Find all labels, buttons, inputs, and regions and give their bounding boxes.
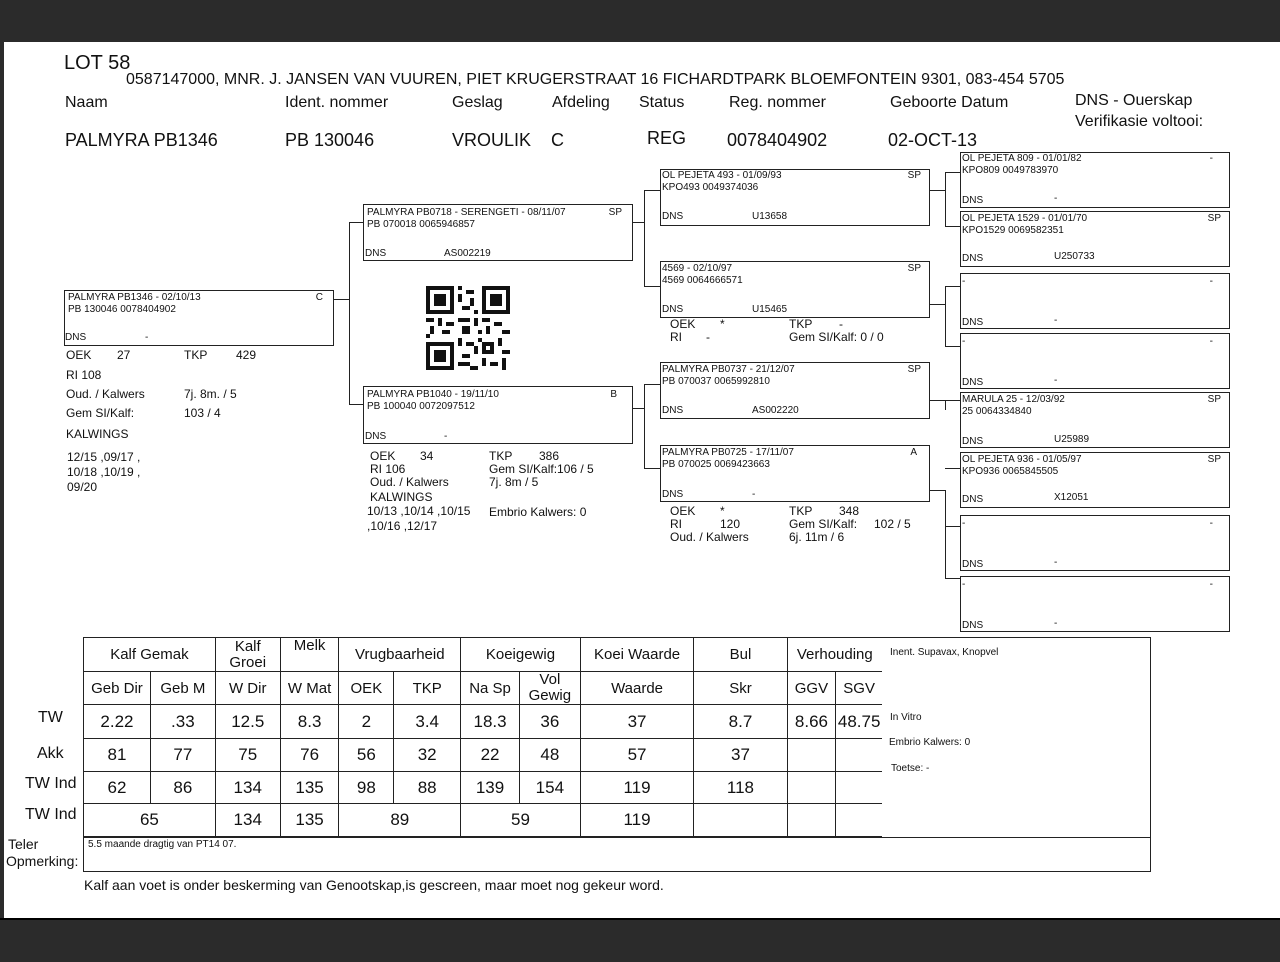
- gp3-dns: DNS: [662, 405, 684, 416]
- ggp4-code: -: [1209, 336, 1213, 347]
- col-ggv: GGV: [787, 672, 836, 705]
- cell: [787, 804, 836, 837]
- subject-ri: RI 108: [66, 368, 102, 382]
- gp1-dns-value: U13658: [752, 211, 788, 222]
- cell: 2: [339, 705, 394, 739]
- subject-oek-label: OEK: [66, 348, 92, 362]
- ggp2-title: OL PEJETA 1529 - 01/01/70: [962, 213, 1088, 224]
- group-melk: Melk: [280, 638, 339, 672]
- ggp5-dns-value: U25989: [1054, 434, 1090, 445]
- ggp2-ids: KPO1529 0069582351: [962, 225, 1064, 236]
- header-ident: Ident. nommer: [285, 94, 389, 111]
- ggp7-dns: DNS: [962, 559, 984, 570]
- subject-gem-label: Gem SI/Kalf:: [66, 406, 135, 420]
- cell: 22: [461, 739, 520, 772]
- subject-kalwing-2: 10/18 ,10/19 ,: [67, 465, 141, 479]
- gp1-dns: DNS: [662, 211, 684, 222]
- row-label-tw-ind-2: TW Ind: [25, 806, 77, 823]
- dam-oud-label: Oud. / Kalwers: [370, 475, 449, 489]
- ggp5-title: MARULA 25 - 12/03/92: [962, 394, 1065, 405]
- table-row-tw-ind: [84, 772, 883, 804]
- cell: 119: [580, 804, 694, 837]
- cell: 48.75: [836, 705, 883, 739]
- cell: 36: [519, 705, 580, 739]
- cell: 3.4: [394, 705, 461, 739]
- table-row-akk: [84, 739, 883, 772]
- great-grandparent-box-1: [960, 152, 1230, 208]
- header-status: Status: [639, 94, 685, 111]
- group-kalf-gemak: Kalf Gemak: [84, 638, 216, 672]
- col-geb-dir: Geb Dir: [84, 672, 151, 705]
- header-geslag: Geslag: [452, 94, 503, 111]
- col-waarde: Waarde: [580, 672, 694, 705]
- header-verifikasie: Verifikasie voltooi:: [1075, 113, 1204, 130]
- cell: 76: [280, 739, 339, 772]
- cell: [836, 772, 883, 804]
- gp4-oud: 6j. 11m / 6: [789, 530, 845, 544]
- gp4-ids: PB 070025 0069423663: [662, 459, 770, 470]
- gp1-title: OL PEJETA 493 - 01/09/93: [662, 170, 782, 181]
- animal-geboorte: 02-OCT-13: [888, 130, 978, 150]
- dam-oek: 34: [420, 449, 434, 463]
- subject-kalwing-3: 09/20: [67, 480, 98, 494]
- gp4-dns: DNS: [662, 489, 684, 500]
- lot-number: LOT 58: [64, 52, 131, 74]
- group-koeigewig: Koeigewig: [461, 638, 581, 672]
- ggp7-title: -: [962, 518, 966, 529]
- breeding-values-table: [83, 637, 883, 837]
- row-label-tw: TW: [38, 709, 63, 726]
- cell: 77: [150, 739, 215, 772]
- cell: 134: [215, 804, 280, 837]
- grandparent-box-1: [660, 169, 930, 226]
- sire-dns-value: AS002219: [444, 248, 491, 259]
- gp4-oek-label: OEK: [670, 504, 696, 518]
- cell: 8.3: [280, 705, 339, 739]
- cell: [836, 804, 883, 837]
- gp4-tkp: 348: [839, 504, 860, 518]
- ggp4-dns-value: -: [1054, 375, 1058, 386]
- dam-kalwing-1: 10/13 ,10/14 ,10/15: [367, 504, 471, 518]
- dam-title: PALMYRA PB1040 - 19/11/10: [367, 389, 499, 400]
- dam-tkp-label: TKP: [489, 449, 513, 463]
- cell: 48: [519, 739, 580, 772]
- animal-naam: PALMYRA PB1346: [65, 130, 218, 150]
- cell: 12.5: [215, 705, 280, 739]
- cell: 134: [215, 772, 280, 804]
- ggp8-dns: DNS: [962, 620, 984, 631]
- qr-code-icon: [424, 286, 512, 370]
- ggp6-code: SP: [1207, 454, 1221, 465]
- subject-dns: DNS: [65, 332, 87, 343]
- cell: 139: [461, 772, 520, 804]
- gp2-code: SP: [907, 263, 921, 274]
- cell: 59: [461, 804, 581, 837]
- ggp3-title: -: [962, 276, 966, 287]
- subject-code: C: [315, 292, 323, 303]
- cell: 98: [339, 772, 394, 804]
- grandparent-box-2: [660, 261, 930, 318]
- gp4-code: A: [910, 447, 917, 458]
- header-reg: Reg. nommer: [729, 94, 826, 111]
- ggp8-dns-value: -: [1054, 618, 1058, 629]
- subject-tkp: 429: [236, 348, 257, 362]
- cell: 88: [394, 772, 461, 804]
- cell: 65: [84, 804, 216, 837]
- gp4-ri-label: RI: [670, 517, 682, 531]
- sire-box: [363, 204, 633, 261]
- group-kalf-groei: Kalf Groei: [215, 638, 280, 672]
- dam-box: [363, 386, 633, 444]
- ggp1-ids: KPO809 0049783970: [962, 165, 1059, 176]
- dam-code: B: [610, 389, 617, 400]
- cell: 154: [519, 772, 580, 804]
- ggp1-dns: DNS: [962, 195, 984, 206]
- dam-kalwing-2: ,10/16 ,12/17: [367, 519, 438, 533]
- side-inent: Inent. Supavax, Knopvel: [890, 647, 999, 658]
- cell: 8.7: [694, 705, 787, 739]
- footer-note: Kalf aan voet is onder beskerming van Genootskap,is gescreen, maar moet nog gekeur word.: [84, 877, 664, 893]
- col-skr: Skr: [694, 672, 787, 705]
- grandparent-box-4: [660, 445, 930, 502]
- cell: 81: [84, 739, 151, 772]
- sire-dns: DNS: [365, 248, 387, 259]
- cell: 57: [580, 739, 694, 772]
- animal-afdeling: C: [551, 130, 564, 150]
- ggp3-dns: DNS: [962, 317, 984, 328]
- great-grandparent-box-6: [960, 452, 1230, 508]
- gp2-ri-label: RI: [670, 330, 682, 344]
- subject-tkp-label: TKP: [184, 348, 208, 362]
- ggp7-dns-value: -: [1054, 557, 1058, 568]
- col-geb-m: Geb M: [150, 672, 215, 705]
- animal-geslag: VROULIK: [452, 130, 532, 150]
- dam-dns-value: -: [444, 431, 448, 442]
- great-grandparent-box-3: [960, 273, 1230, 329]
- col-w-dir: W Dir: [215, 672, 280, 705]
- ggp5-code: SP: [1207, 394, 1221, 405]
- col-na-sp: Na Sp: [461, 672, 520, 705]
- cell: 2.22: [84, 705, 151, 739]
- cell: 18.3: [461, 705, 520, 739]
- gp2-oek: *: [720, 317, 725, 331]
- subject-kalwings: KALWINGS: [66, 427, 129, 441]
- ggp6-title: OL PEJETA 936 - 01/05/97: [962, 454, 1082, 465]
- ggp1-dns-value: -: [1054, 193, 1058, 204]
- gp4-oud-label: Oud. / Kalwers: [670, 530, 749, 544]
- ggp8-code: -: [1209, 579, 1213, 590]
- dam-oek-label: OEK: [370, 449, 396, 463]
- cell: 135: [280, 772, 339, 804]
- gp4-oek: *: [720, 504, 725, 518]
- group-verhouding: Verhouding: [787, 638, 882, 672]
- animal-reg: 0078404902: [727, 130, 828, 150]
- header-dns: DNS - Ouerskap: [1075, 92, 1193, 109]
- gp2-oek-label: OEK: [670, 317, 696, 331]
- side-toetse: Toetse: -: [891, 763, 930, 774]
- group-vrugbaarheid: Vrugbaarheid: [339, 638, 461, 672]
- subject-gem: 103 / 4: [184, 406, 221, 420]
- sire-title: PALMYRA PB0718 - SERENGETI - 08/11/07: [367, 207, 566, 218]
- cell: .33: [150, 705, 215, 739]
- great-grandparent-box-8: [960, 576, 1230, 632]
- gp3-dns-value: AS002220: [752, 405, 799, 416]
- subject-oud: 7j. 8m. / 5: [184, 387, 237, 401]
- side-in-vitro: In Vitro: [890, 712, 922, 723]
- gp4-ri: 120: [720, 517, 741, 531]
- table-row-tw: [84, 705, 883, 739]
- cell: 86: [150, 772, 215, 804]
- cell: [787, 739, 836, 772]
- header-geboorte: Geboorte Datum: [890, 94, 1009, 111]
- subject-box: [64, 290, 334, 346]
- ggp1-code: -: [1209, 153, 1213, 164]
- dam-kalwings: KALWINGS: [370, 490, 433, 504]
- cell: 75: [215, 739, 280, 772]
- dam-embrio: Embrio Kalwers: 0: [489, 505, 587, 519]
- row-label-tw-ind: TW Ind: [25, 775, 77, 792]
- col-oek: OEK: [339, 672, 394, 705]
- col-tkp: TKP: [394, 672, 461, 705]
- subject-dns-value: -: [145, 332, 149, 343]
- gp4-dns-value: -: [752, 489, 756, 500]
- dam-tkp: 386: [539, 449, 560, 463]
- gp2-ids: 4569 0064666571: [662, 275, 743, 286]
- teler-label: Teler: [8, 836, 39, 852]
- dam-ids: PB 100040 0072097512: [367, 401, 475, 412]
- dam-oud: 7j. 8m / 5: [489, 475, 539, 489]
- grandparent-box-3: [660, 362, 930, 419]
- ggp4-dns: DNS: [962, 377, 984, 388]
- cell: 32: [394, 739, 461, 772]
- gp2-tkp-label: TKP: [789, 317, 813, 331]
- sire-code: SP: [608, 207, 622, 218]
- gp2-tkp: -: [839, 317, 843, 331]
- cell: [787, 772, 836, 804]
- gp3-ids: PB 070037 0065992810: [662, 376, 770, 387]
- row-label-akk: Akk: [37, 745, 64, 762]
- animal-status: REG: [647, 128, 687, 148]
- ggp7-code: -: [1209, 518, 1213, 529]
- side-embrio: Embrio Kalwers: 0: [889, 737, 971, 748]
- great-grandparent-box-7: [960, 515, 1230, 571]
- document-page: [4, 42, 1280, 918]
- gp2-dns: DNS: [662, 304, 684, 315]
- col-sgv: SGV: [836, 672, 883, 705]
- dam-ri: RI 106: [370, 462, 406, 476]
- dam-gem: Gem SI/Kalf:106 / 5: [489, 462, 594, 476]
- ggp8-title: -: [962, 579, 966, 590]
- ggp3-code: -: [1209, 276, 1213, 287]
- cell: 135: [280, 804, 339, 837]
- cell: 37: [694, 739, 787, 772]
- cell: 119: [580, 772, 694, 804]
- subject-kalwing-1: 12/15 ,09/17 ,: [67, 450, 141, 464]
- remark-text: 5.5 maande dragtig van PT14 07.: [88, 839, 237, 850]
- cell: [694, 804, 787, 837]
- ggp3-dns-value: -: [1054, 315, 1058, 326]
- ggp1-title: OL PEJETA 809 - 01/01/82: [962, 153, 1082, 164]
- ggp2-dns: DNS: [962, 253, 984, 264]
- cell: 118: [694, 772, 787, 804]
- ggp5-dns: DNS: [962, 436, 984, 447]
- dam-dns: DNS: [365, 431, 387, 442]
- ggp4-title: -: [962, 336, 966, 347]
- gp1-ids: KPO493 0049374036: [662, 182, 759, 193]
- animal-ident: PB 130046: [285, 130, 375, 150]
- cell: 37: [580, 705, 694, 739]
- ggp6-ids: KPO936 0065845505: [962, 466, 1059, 477]
- cell: [836, 739, 883, 772]
- gp2-dns-value: U15465: [752, 304, 788, 315]
- ggp2-dns-value: U250733: [1054, 251, 1095, 262]
- subject-title: PALMYRA PB1346 - 02/10/13: [68, 292, 201, 303]
- owner-line: 0587147000, MNR. J. JANSEN VAN VUUREN, PIET KRUGERSTRAAT 16 FICHARDTPARK BLOEMFONTEIN 9301, 083-454 5705: [126, 71, 1065, 88]
- table-row-tw-ind-combined: [84, 804, 883, 837]
- opmerking-label: Opmerking:: [6, 853, 79, 869]
- viewer-top-bar: [0, 0, 1280, 42]
- cell: 89: [339, 804, 461, 837]
- ggp6-dns-value: X12051: [1054, 492, 1089, 503]
- gp4-gem-label: Gem SI/Kalf:: [789, 517, 858, 531]
- subject-oek: 27: [117, 348, 131, 362]
- subject-ids: PB 130046 0078404902: [68, 304, 176, 315]
- cell: 8.66: [787, 705, 836, 739]
- side-info-box: [882, 637, 1151, 838]
- gp2-gem: Gem SI/Kalf: 0 / 0: [789, 330, 884, 344]
- gp4-gem: 102 / 5: [874, 517, 911, 531]
- col-vol-gewig: Vol Gewig: [519, 672, 580, 705]
- group-bul: Bul: [694, 638, 787, 672]
- gp3-title: PALMYRA PB0737 - 21/12/07: [662, 364, 795, 375]
- header-naam: Naam: [65, 94, 108, 111]
- great-grandparent-box-4: [960, 333, 1230, 389]
- gp2-ri: -: [706, 330, 710, 344]
- cell: 62: [84, 772, 151, 804]
- header-afdeling: Afdeling: [552, 94, 610, 111]
- group-koei-waarde: Koei Waarde: [580, 638, 694, 672]
- sire-ids: PB 070018 0065946857: [367, 219, 475, 230]
- ggp6-dns: DNS: [962, 494, 984, 505]
- great-grandparent-box-2: [960, 211, 1230, 267]
- gp4-tkp-label: TKP: [789, 504, 813, 518]
- gp2-title: 4569 - 02/10/97: [662, 263, 733, 274]
- ggp5-ids: 25 0064334840: [962, 406, 1032, 417]
- ggp2-code: SP: [1207, 213, 1221, 224]
- subject-oud-label: Oud. / Kalwers: [66, 387, 145, 401]
- viewer-bottom-bar: [0, 918, 1280, 962]
- gp1-code: SP: [907, 170, 921, 181]
- great-grandparent-box-5: [960, 392, 1230, 448]
- gp4-title: PALMYRA PB0725 - 17/11/07: [662, 447, 794, 458]
- remarks-box: [83, 837, 1151, 872]
- cell: 56: [339, 739, 394, 772]
- gp3-code: SP: [907, 364, 921, 375]
- col-w-mat: W Mat: [280, 672, 339, 705]
